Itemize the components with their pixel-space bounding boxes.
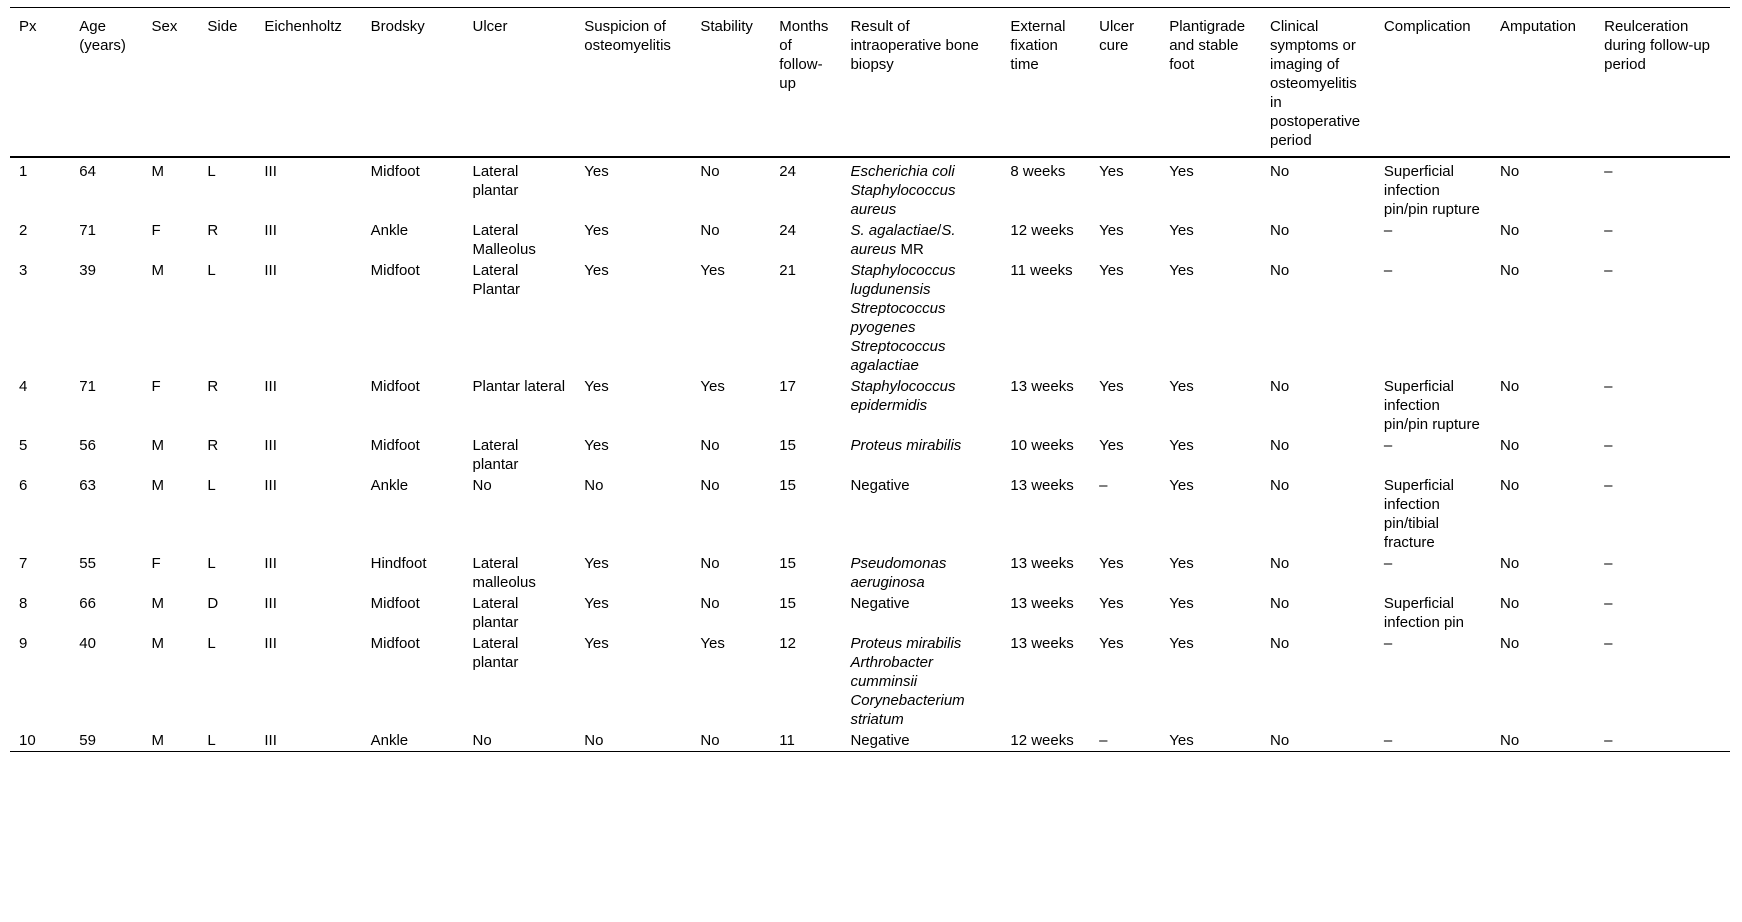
table-row (10, 376, 1730, 435)
biopsy-segment: Streptococcus agalactiae (850, 338, 946, 374)
cell-sex: F (151, 378, 161, 395)
cell-side: L (207, 163, 216, 180)
table-container (10, 7, 1730, 752)
cell-clinical: No (1270, 262, 1290, 279)
cell-complication: – (1383, 732, 1393, 749)
cell-age: 66 (79, 595, 96, 612)
cell-brodsky: Midfoot (370, 635, 420, 652)
cell-age: 56 (79, 437, 96, 454)
cell-px: 6 (19, 477, 28, 494)
cell-eichenholtz: III (264, 378, 277, 395)
header-suspicion: Suspicion of osteomyelitis (584, 18, 671, 54)
cell-months: 12 (779, 635, 796, 652)
cell-age: 64 (79, 163, 96, 180)
biopsy-segment: MR (896, 241, 924, 258)
biopsy-segment: Negative (850, 595, 910, 612)
cell-clinical: No (1270, 378, 1290, 395)
cell-fixation: 12 weeks (1010, 222, 1074, 239)
biopsy-segment: Negative (850, 732, 910, 749)
cell-cure: Yes (1099, 222, 1124, 239)
cell-plantigrade: Yes (1169, 635, 1194, 652)
cell-amputation: No (1500, 635, 1520, 652)
cell-biopsy (841, 475, 1001, 553)
cell-sex: M (151, 477, 165, 494)
biopsy-segment: Escherichia coli (850, 163, 955, 180)
cell-eichenholtz: III (264, 635, 277, 652)
cell-px: 10 (19, 732, 36, 749)
cell-eichenholtz: III (264, 555, 277, 572)
header-brodsky: Brodsky (370, 18, 425, 35)
cell-sex: M (151, 262, 165, 279)
cell-ulcer: No (472, 732, 492, 749)
cell-clinical: No (1270, 477, 1290, 494)
cell-biopsy (841, 157, 1001, 220)
cell-age: 59 (79, 732, 96, 749)
cell-plantigrade: Yes (1169, 262, 1194, 279)
cell-reulceration: – (1604, 635, 1613, 652)
cell-cure: Yes (1099, 595, 1124, 612)
cell-biopsy (841, 260, 1001, 376)
cell-eichenholtz: III (264, 222, 277, 239)
cell-side: D (207, 595, 219, 612)
header-plantigrade: Plantigrade and stable foot (1169, 18, 1246, 73)
cell-ulcer: Lateral plantar (472, 635, 519, 671)
cell-brodsky: Midfoot (370, 378, 420, 395)
cell-eichenholtz: III (264, 477, 277, 494)
biopsy-segment: Corynebacterium striatum (850, 692, 965, 728)
cell-suspicion: Yes (584, 555, 609, 572)
cell-months: 11 (779, 732, 795, 749)
cell-fixation: 13 weeks (1010, 378, 1074, 395)
cell-age: 71 (79, 222, 96, 239)
cell-complication: – (1383, 262, 1393, 279)
cell-fixation: 12 weeks (1010, 732, 1074, 749)
cell-amputation: No (1500, 222, 1520, 239)
cell-eichenholtz: III (264, 163, 277, 180)
header-amputation: Amputation (1500, 18, 1576, 35)
cell-plantigrade: Yes (1169, 477, 1194, 494)
cell-months: 24 (779, 163, 796, 180)
table-row (10, 730, 1730, 752)
header-clinical: Clinical symptoms or imaging of osteomyelitis in postoperative period (1270, 18, 1361, 149)
cell-cure: Yes (1099, 437, 1124, 454)
cell-brodsky: Midfoot (370, 163, 420, 180)
table-row (10, 435, 1730, 475)
header-eichenholtz: Eichenholtz (264, 18, 342, 35)
cell-stability: No (700, 222, 720, 239)
header-months: Months of follow-up (779, 18, 829, 92)
cell-brodsky: Hindfoot (370, 555, 427, 572)
cell-months: 15 (779, 595, 796, 612)
cell-ulcer: Lateral malleolus (472, 555, 536, 591)
cell-amputation: No (1500, 163, 1520, 180)
cell-plantigrade: Yes (1169, 732, 1194, 749)
header-row (10, 8, 1730, 158)
biopsy-segment: Proteus mirabilis (850, 635, 962, 652)
cell-stability: No (700, 163, 720, 180)
header-ulcer: Ulcer (472, 18, 508, 35)
cell-stability: No (700, 437, 720, 454)
cell-cure: – (1099, 477, 1108, 494)
cell-fixation: 13 weeks (1010, 477, 1074, 494)
header-reulceration: Reulceration during follow-up period (1604, 18, 1711, 73)
cell-complication: Superficial infection pin/pin rupture (1383, 163, 1480, 218)
cell-brodsky: Midfoot (370, 437, 420, 454)
cell-side: L (207, 635, 216, 652)
cell-fixation: 13 weeks (1010, 595, 1074, 612)
cell-px: 4 (19, 378, 28, 395)
cell-px: 5 (19, 437, 28, 454)
cell-side: R (207, 437, 219, 454)
biopsy-segment: Negative (850, 477, 910, 494)
cell-age: 71 (79, 378, 96, 395)
cell-clinical: No (1270, 163, 1290, 180)
cell-amputation: No (1500, 378, 1520, 395)
table-row (10, 475, 1730, 553)
cell-px: 7 (19, 555, 28, 572)
cell-cure: Yes (1099, 555, 1124, 572)
header-sex: Sex (151, 18, 178, 35)
table-row (10, 260, 1730, 376)
cell-sex: M (151, 635, 165, 652)
cell-amputation: No (1500, 437, 1520, 454)
cell-reulceration: – (1604, 437, 1613, 454)
cell-amputation: No (1500, 262, 1520, 279)
cell-fixation: 10 weeks (1010, 437, 1074, 454)
header-age: Age (years) (79, 18, 126, 54)
table-row (10, 633, 1730, 730)
table-row (10, 553, 1730, 593)
cell-suspicion: Yes (584, 595, 609, 612)
cell-eichenholtz: III (264, 595, 277, 612)
cell-ulcer: Lateral plantar (472, 437, 519, 473)
cell-suspicion: No (584, 477, 604, 494)
cell-px: 8 (19, 595, 28, 612)
cell-age: 40 (79, 635, 96, 652)
cell-suspicion: Yes (584, 635, 609, 652)
cell-reulceration: – (1604, 163, 1613, 180)
cell-eichenholtz: III (264, 437, 277, 454)
cell-suspicion: Yes (584, 163, 609, 180)
cell-brodsky: Ankle (370, 732, 409, 749)
cell-stability: No (700, 477, 720, 494)
biopsy-segment: / (937, 222, 942, 239)
table-body (10, 157, 1730, 752)
cell-biopsy (841, 593, 1001, 633)
cell-side: R (207, 222, 219, 239)
cell-brodsky: Ankle (370, 222, 409, 239)
cell-months: 17 (779, 378, 796, 395)
cell-brodsky: Midfoot (370, 262, 420, 279)
cell-amputation: No (1500, 732, 1520, 749)
cell-biopsy (841, 730, 1001, 752)
cell-suspicion: Yes (584, 378, 609, 395)
cell-side: L (207, 477, 216, 494)
cell-biopsy (841, 220, 1001, 260)
biopsy-segment: Pseudomonas aeruginosa (850, 555, 947, 591)
cell-px: 3 (19, 262, 28, 279)
cell-plantigrade: Yes (1169, 555, 1194, 572)
cell-months: 15 (779, 477, 796, 494)
cell-biopsy (841, 435, 1001, 475)
cell-sex: F (151, 222, 161, 239)
cell-reulceration: – (1604, 595, 1613, 612)
cell-fixation: 13 weeks (1010, 555, 1074, 572)
cell-cure: Yes (1099, 262, 1124, 279)
cell-side: L (207, 732, 216, 749)
cell-reulceration: – (1604, 262, 1613, 279)
cell-age: 55 (79, 555, 96, 572)
cell-suspicion: Yes (584, 222, 609, 239)
cell-stability: Yes (700, 378, 725, 395)
cell-months: 24 (779, 222, 796, 239)
cell-reulceration: – (1604, 477, 1613, 494)
cell-complication: Superficial infection pin/tibial fracture (1383, 477, 1454, 551)
cell-biopsy (841, 553, 1001, 593)
header-px: Px (19, 18, 37, 35)
cell-fixation: 8 weeks (1010, 163, 1066, 180)
cell-px: 9 (19, 635, 28, 652)
table-row (10, 157, 1730, 220)
cell-ulcer: Lateral plantar (472, 163, 519, 199)
cell-plantigrade: Yes (1169, 163, 1194, 180)
cell-eichenholtz: III (264, 262, 277, 279)
cell-complication: – (1383, 222, 1393, 239)
biopsy-segment: S. agalactiae (850, 222, 938, 239)
cell-clinical: No (1270, 222, 1290, 239)
cell-cure: Yes (1099, 378, 1124, 395)
cell-months: 21 (779, 262, 796, 279)
cell-ulcer: No (472, 477, 492, 494)
cell-amputation: No (1500, 595, 1520, 612)
cell-fixation: 11 weeks (1010, 262, 1073, 279)
cell-reulceration: – (1604, 378, 1613, 395)
cell-px: 2 (19, 222, 28, 239)
cell-stability: No (700, 595, 720, 612)
cell-eichenholtz: III (264, 732, 277, 749)
header-fixation: External fixation time (1010, 18, 1066, 73)
cell-side: R (207, 378, 219, 395)
biopsy-segment: Staphylococcus epidermidis (850, 378, 956, 414)
biopsy-segment: Staphylococcus aureus (850, 182, 956, 218)
cell-months: 15 (779, 437, 796, 454)
cell-side: L (207, 262, 216, 279)
cell-clinical: No (1270, 437, 1290, 454)
cell-suspicion: No (584, 732, 604, 749)
cell-reulceration: – (1604, 555, 1613, 572)
header-ulcer-cure: Ulcer cure (1099, 18, 1135, 54)
cell-complication: Superficial infection pin/pin rupture (1383, 378, 1480, 433)
cell-sex: F (151, 555, 161, 572)
cell-sex: M (151, 595, 165, 612)
header-complication: Complication (1383, 18, 1471, 35)
cell-sex: M (151, 163, 165, 180)
table-row (10, 220, 1730, 260)
cell-cure: Yes (1099, 635, 1124, 652)
cell-reulceration: – (1604, 222, 1613, 239)
cell-reulceration: – (1604, 732, 1613, 749)
biopsy-segment: Arthrobacter cumminsii (850, 654, 933, 690)
cell-brodsky: Ankle (370, 477, 409, 494)
cell-age: 63 (79, 477, 96, 494)
header-side: Side (207, 18, 238, 35)
header-biopsy: Result of intraoperative bone biopsy (850, 18, 979, 73)
cell-clinical: No (1270, 555, 1290, 572)
cell-cure: – (1099, 732, 1108, 749)
cell-stability: Yes (700, 635, 725, 652)
cell-age: 39 (79, 262, 96, 279)
cell-side: L (207, 555, 216, 572)
cell-biopsy (841, 633, 1001, 730)
cell-complication: – (1383, 437, 1393, 454)
cell-brodsky: Midfoot (370, 595, 420, 612)
cell-stability: Yes (700, 262, 725, 279)
biopsy-segment: Staphylococcus lugdunensis (850, 262, 956, 298)
cell-ulcer: Plantar lateral (472, 378, 566, 395)
cell-clinical: No (1270, 595, 1290, 612)
cell-sex: M (151, 437, 165, 454)
cell-ulcer: Lateral plantar (472, 595, 519, 631)
cell-stability: No (700, 555, 720, 572)
cell-months: 15 (779, 555, 796, 572)
cell-ulcer: Lateral Malleolus (472, 222, 536, 258)
cell-clinical: No (1270, 635, 1290, 652)
cell-biopsy (841, 376, 1001, 435)
cell-plantigrade: Yes (1169, 437, 1194, 454)
biopsy-segment: Streptococcus pyogenes (850, 300, 946, 336)
cell-amputation: No (1500, 555, 1520, 572)
cell-plantigrade: Yes (1169, 378, 1194, 395)
cell-px: 1 (19, 163, 28, 180)
cell-amputation: No (1500, 477, 1520, 494)
table-row (10, 593, 1730, 633)
cell-suspicion: Yes (584, 262, 609, 279)
cell-plantigrade: Yes (1169, 595, 1194, 612)
cell-complication: – (1383, 635, 1393, 652)
biopsy-segment: Proteus mirabilis (850, 437, 962, 454)
patient-results-table (10, 7, 1730, 752)
cell-suspicion: Yes (584, 437, 609, 454)
cell-sex: M (151, 732, 165, 749)
cell-clinical: No (1270, 732, 1290, 749)
cell-plantigrade: Yes (1169, 222, 1194, 239)
cell-complication: Superficial infection pin (1383, 595, 1464, 631)
cell-complication: – (1383, 555, 1393, 572)
header-stability: Stability (700, 18, 753, 35)
biopsy-segment: S. aureus (850, 222, 956, 258)
cell-ulcer: Lateral Plantar (472, 262, 521, 298)
cell-fixation: 13 weeks (1010, 635, 1074, 652)
cell-cure: Yes (1099, 163, 1124, 180)
cell-stability: No (700, 732, 720, 749)
